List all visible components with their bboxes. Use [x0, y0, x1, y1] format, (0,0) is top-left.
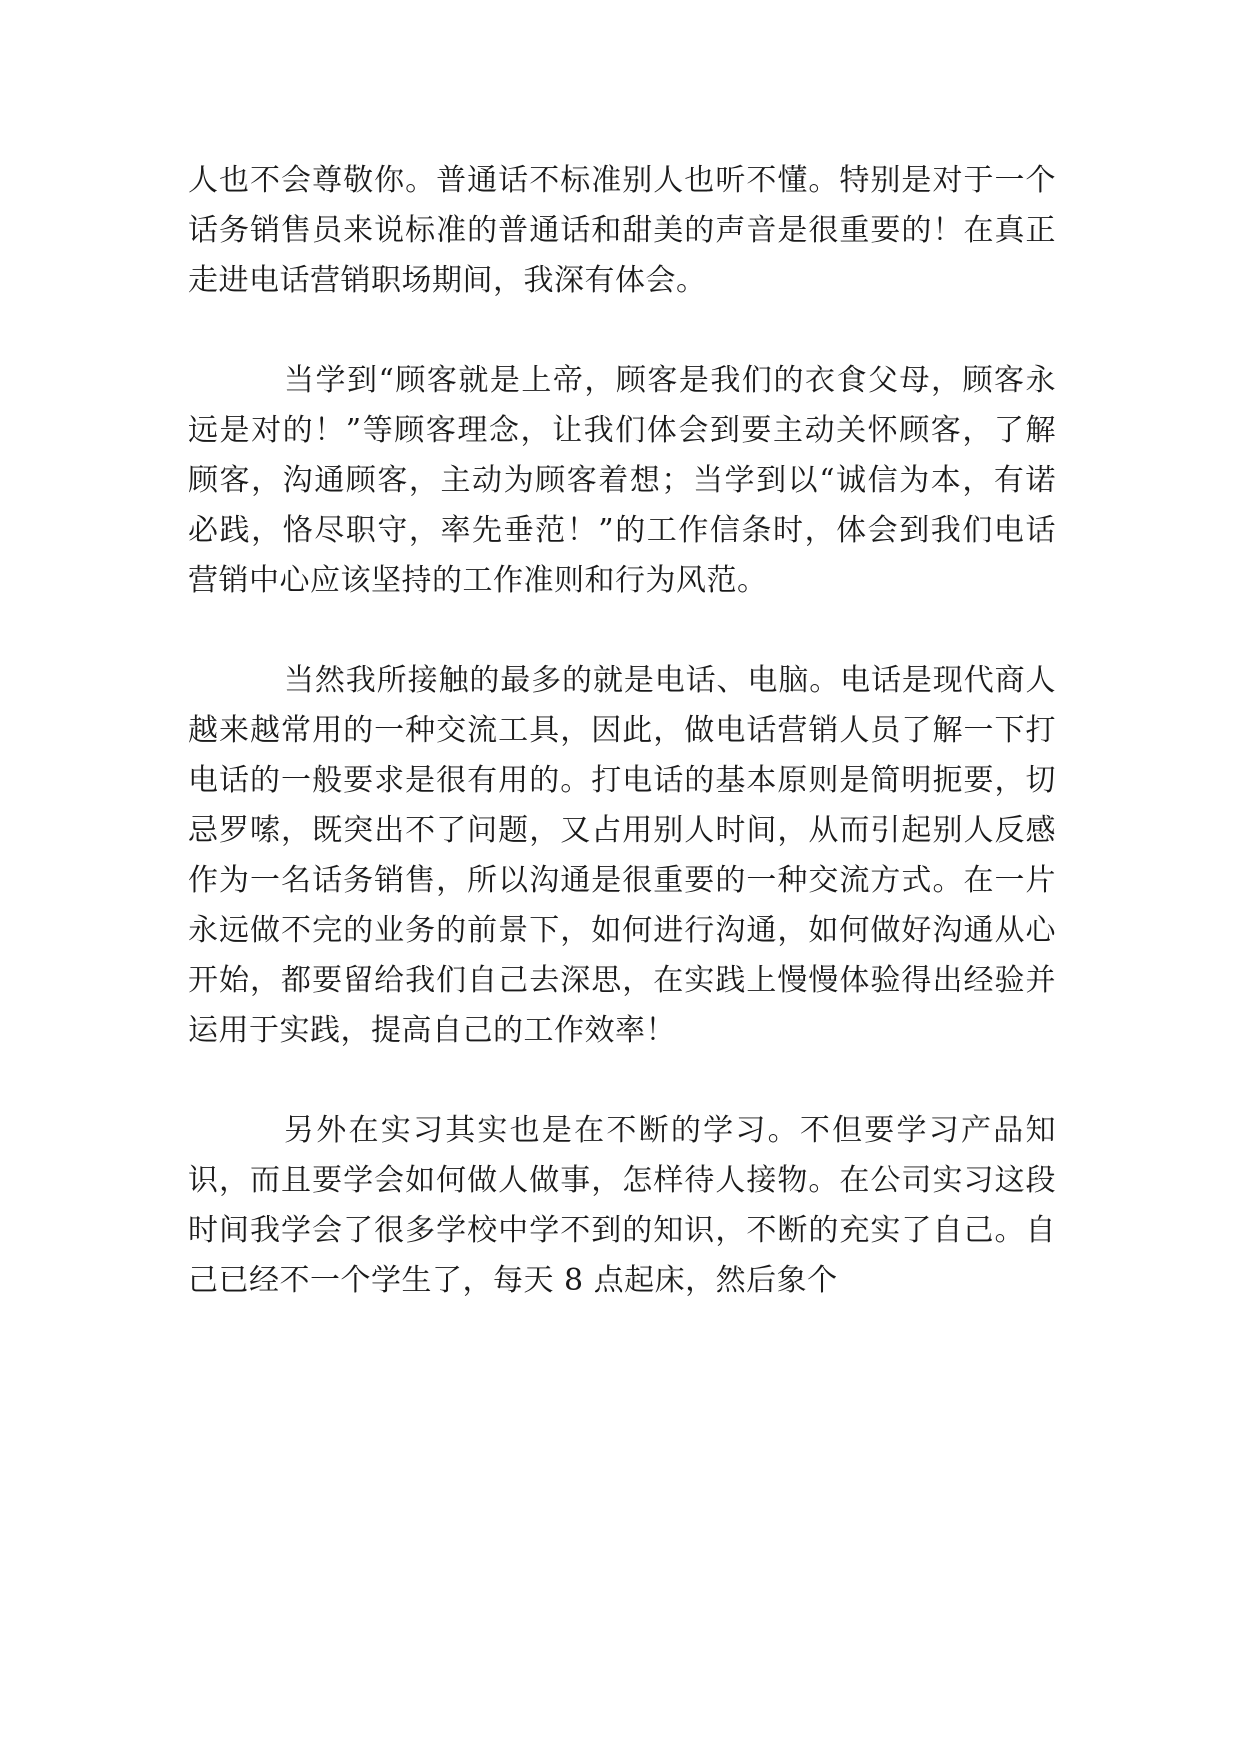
paragraph-continuation: 人也不会尊敬你。普通话不标准别人也听不懂。特别是对于一个话务销售员来说标准的普通话和甜美的声音是很重要的！在真正走进电话营销职场期间，我深有体会。 [188, 163, 1056, 298]
document-body [188, 156, 1056, 1306]
paragraph-customer-philosophy: 当学到“顾客就是上帝，顾客是我们的衣食父母，顾客永远是对的！”等顾客理念，让我们体会到要主动关怀顾客，了解顾客，沟通顾客，主动为顾客着想；当学到以“诚信为本，有诺必践，恪尽职守，率先垂范！”的工作信条时，体会到我们电话营销中心应该坚持的工作准则和行为风范。 [188, 363, 1056, 598]
paragraph-internship-learning: 另外在实习其实也是在不断的学习。不但要学习产品知识，而且要学会如何做人做事，怎样待人接物。在公司实习这段时间我学会了很多学校中学不到的知识，不断的充实了自己。自己已经不一个学生了，每天 8 点起床，然后象个 [188, 1113, 1056, 1298]
paragraph-phone-communication: 当然我所接触的最多的就是电话、电脑。电话是现代商人越来越常用的一种交流工具，因此，做电话营销人员了解一下打电话的一般要求是很有用的。打电话的基本原则是简明扼要，切忌罗嗦，既突出不了问题，又占用别人时间，从而引起别人反感作为一名话务销售，所以沟通是很重要的一种交流方式。在一片永远做不完的业务的前景下，如何进行沟通，如何做好沟通从心开始，都要留给我们自己去深思，在实践上慢慢体验得出经验并运用于实践，提高自己的工作效率！ [188, 663, 1056, 1048]
